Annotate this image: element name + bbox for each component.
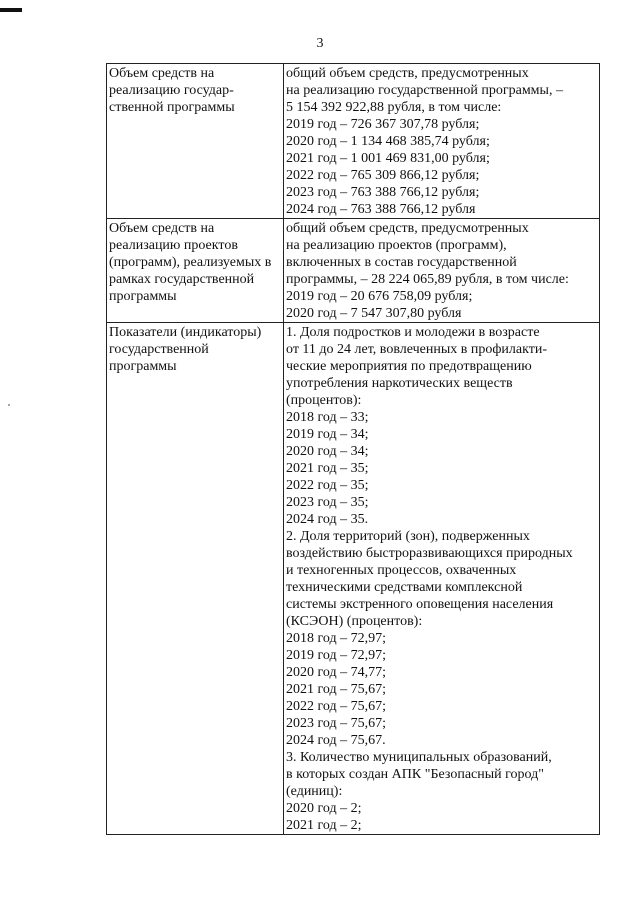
scan-speck: [8, 404, 10, 406]
table-row-indicators: [107, 323, 600, 835]
table-row-funding-projects: [107, 219, 600, 323]
page-number: 3: [316, 36, 324, 51]
scan-corner-mark: [0, 8, 22, 12]
table-row-funding-program: [107, 64, 600, 219]
row-label: Показатели (индикаторы) государственной программы: [107, 323, 284, 835]
row-value: общий объем средств, предусмотренных на реализацию проектов (программ), включенных в состав государственной программы, – 28 224 065,89 рубля, в том числе: 2019 год – 20 676 758,09 рубля; 2020 год – 7 547 307,80 рубля: [284, 219, 600, 323]
row-value: общий объем средств, предусмотренных на реализацию государственной программы, – 5 154 392 922,88 рубля, в том числе: 2019 год – 726 367 307,78 рубля; 2020 год – 1 134 468 385,74 рубля; 2021 год – 1 001 469 831,00 рубля; 2022 год – 765 309 866,12 рубля; 2023 год – 763 388 766,12 рубля; 2024 год – 763 388 766,12 рубля: [284, 64, 600, 219]
row-label: Объем средств на реализацию проектов (программ), реализуемых в рамках государственной программы: [107, 219, 284, 323]
row-label: Объем средств на реализацию государ- ственной программы: [107, 64, 284, 219]
row-value: 1. Доля подростков и молодежи в возрасте от 11 до 24 лет, вовлеченных в профилакти- ческие мероприятия по предотвращению употребления наркотических веществ (процентов): 2018 год – 33; 2019 год – 34; 2020 год – 34; 2021 год – 35; 2022 год – 35; 2023 год – 35; 2024 год – 35. 2. Доля территорий (зон), подверженных воздействию быстроразвивающихся природных и техногенных процессов, охваченных техническими средствами комплексной системы экстренного оповещения населения (КСЭОН) (процентов): 2018 год – 72,97; 2019 год – 72,97; 2020 год – 74,77; 2021 год – 75,67; 2022 год – 75,67; 2023 год – 75,67; 2024 год – 75,67. 3. Количество муниципальных образований, в которых создан АПК "Безопасный город" (единиц): 2020 год – 2; 2021 год – 2;: [284, 323, 600, 835]
program-passport-table: [106, 63, 600, 835]
